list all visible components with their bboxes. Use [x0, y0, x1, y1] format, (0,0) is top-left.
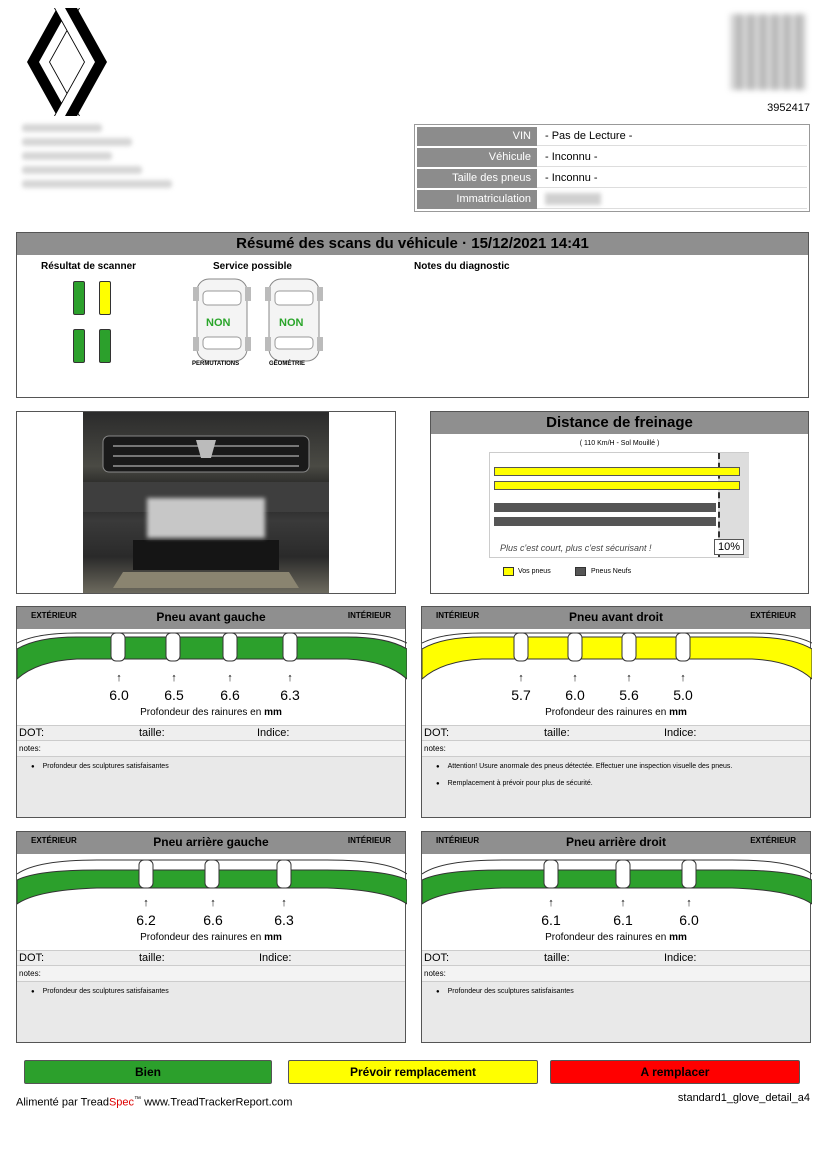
vin-value: - Pas de Lecture - [537, 127, 807, 146]
groove-depth: 5.6 [619, 687, 639, 703]
vehicle-front-photo [83, 412, 329, 593]
depth-unit-caption [17, 932, 405, 943]
geometry-caption: GÉOMÉTRIE [269, 361, 306, 367]
interior-label: INTÉRIEUR [347, 611, 391, 620]
qr-code [730, 14, 806, 90]
notes-label: notes: [422, 741, 810, 757]
groove-arrow: ↑ [686, 897, 692, 909]
template-name: standard1_glove_detail_a4 [677, 1092, 810, 1104]
groove-depth: 6.5 [164, 687, 184, 703]
braking-note: Plus c'est court, plus c'est sécurisant ! [500, 543, 652, 553]
braking-chart [489, 452, 749, 558]
index-label: Indice: [664, 952, 697, 964]
groove-arrow: ↑ [281, 897, 287, 909]
service-heading: Service possible [213, 261, 292, 272]
dot-label: DOT: [19, 952, 45, 964]
groove-depth: 6.3 [274, 912, 294, 928]
groove-arrow: ↑ [143, 897, 149, 909]
document-number: 3952417 [767, 102, 810, 114]
legend-yours-label: Vos pneus [518, 568, 551, 575]
groove-arrow: ↑ [287, 672, 293, 684]
braking-title: Distance de freinage [431, 412, 808, 434]
tread-profile [422, 629, 812, 684]
groove-depth: 6.1 [541, 912, 561, 928]
tire-front-left [16, 606, 406, 818]
scan-rear-left [73, 329, 85, 363]
license-plate-blurred [147, 498, 265, 538]
plate-row [417, 190, 807, 209]
groove-arrow: ↑ [626, 672, 632, 684]
legend-replace: A remplacer [550, 1060, 800, 1084]
tire-size-label: Taille des pneus [417, 169, 537, 188]
groove-arrow: ↑ [518, 672, 524, 684]
braking-distance-panel [430, 411, 809, 594]
groove-arrow: ↑ [680, 672, 686, 684]
vehicle-info-table [414, 124, 810, 212]
index-label: Indice: [259, 952, 292, 964]
braking-bar-new-rear [494, 517, 716, 526]
index-label: Indice: [664, 727, 697, 739]
groove-depth: 6.0 [109, 687, 129, 703]
vehicle-photo-panel [16, 411, 396, 594]
unit: mm [669, 707, 687, 718]
dot-row [17, 725, 405, 741]
groove-arrow: ↑ [210, 897, 216, 909]
notes-list [17, 982, 405, 1042]
note-item: ● Profondeur des sculptures satisfaisantes [31, 763, 405, 770]
tire-rear-right [421, 831, 811, 1043]
groove-depth: 6.6 [203, 912, 223, 928]
legend-good: Bien [24, 1060, 272, 1084]
unit: mm [264, 932, 282, 943]
vehicle-row [417, 148, 807, 167]
address-block-blurred [22, 124, 192, 194]
vehicle-value: - Inconnu - [537, 148, 807, 167]
braking-subtitle: ( 110 Km/H - Sol Mouillé ) [579, 440, 660, 447]
size-label: taille: [139, 952, 165, 964]
summary-title: Résumé des scans du véhicule · 15/12/2021 14:41 [17, 233, 808, 255]
notes-label: notes: [17, 741, 405, 757]
interior-label: INTÉRIEUR [436, 836, 480, 845]
braking-bar-yours-rear [494, 481, 740, 490]
note-item: ● Profondeur des sculptures satisfaisantes [436, 988, 810, 995]
groove-depth: 5.0 [673, 687, 693, 703]
plate-label: Immatriculation [417, 190, 537, 209]
groove-arrow: ↑ [227, 672, 233, 684]
groove-depth: 6.0 [679, 912, 699, 928]
unit-text: Profondeur des rainures en [140, 707, 262, 718]
braking-bar-yours-front [494, 467, 740, 476]
permutation-status: NON [206, 317, 231, 329]
note-item: ● Attention! Usure anormale des pneus détectée. Effectuer une inspection visuelle des pneus. [436, 763, 810, 770]
tire-title: Pneu arrière gauche [153, 835, 269, 849]
dot-row [422, 725, 810, 741]
diagnostic-notes-heading: Notes du diagnostic [414, 261, 510, 272]
scan-front-right [99, 281, 111, 315]
groove-arrow: ↑ [171, 672, 177, 684]
groove-depth: 5.7 [511, 687, 531, 703]
note-item: ● Remplacement à prévoir pour plus de sécurité. [436, 780, 810, 787]
unit-text: Profondeur des rainures en [545, 932, 667, 943]
unit-text: Profondeur des rainures en [140, 932, 262, 943]
braking-bar-new-front [494, 503, 716, 512]
index-label: Indice: [257, 727, 290, 739]
plate-value [537, 190, 807, 209]
groove-depth: 6.6 [220, 687, 240, 703]
groove-depth: 6.3 [280, 687, 300, 703]
powered-by [16, 1096, 292, 1109]
groove-depth: 6.2 [136, 912, 156, 928]
geometry-status: NON [279, 317, 304, 329]
tire-rear-left [16, 831, 406, 1043]
scan-result-heading: Résultat de scanner [41, 261, 137, 272]
groove-arrow: ↑ [620, 897, 626, 909]
tire-title: Pneu avant gauche [156, 610, 266, 624]
notes-list [422, 757, 810, 817]
tire-front-right [421, 606, 811, 818]
scan-rear-right [99, 329, 111, 363]
unit: mm [264, 707, 282, 718]
exterior-label: EXTÉRIEUR [750, 836, 796, 845]
powered-url[interactable]: www.TreadTrackerReport.com [141, 1096, 293, 1109]
notes-label: notes: [422, 966, 810, 982]
scan-front-left [73, 281, 85, 315]
dot-row [422, 950, 810, 966]
unit-text: Profondeur des rainures en [545, 707, 667, 718]
trademark: ™ [134, 1096, 142, 1103]
powered-prefix: Alimenté par Tread [16, 1096, 109, 1109]
tread-profile [17, 629, 407, 684]
size-label: taille: [544, 952, 570, 964]
dot-label: DOT: [424, 952, 450, 964]
groove-arrow: ↑ [116, 672, 122, 684]
exterior-label: EXTÉRIEUR [750, 611, 796, 620]
legend-new-swatch [575, 567, 586, 576]
tire-title: Pneu avant droit [568, 610, 663, 624]
tire-size-value: - Inconnu - [537, 169, 807, 188]
note-item: ● Profondeur des sculptures satisfaisantes [31, 988, 405, 995]
permutation-caption: PERMUTATIONS [192, 361, 240, 367]
vin-row [417, 127, 807, 146]
interior-label: INTÉRIEUR [436, 611, 480, 620]
notes-list [17, 757, 405, 817]
dot-row [17, 950, 405, 966]
depth-unit-caption [17, 707, 405, 718]
groove-arrow: ↑ [572, 672, 578, 684]
scan-summary [16, 232, 809, 398]
brand-logo [26, 8, 108, 116]
vehicle-label: Véhicule [417, 148, 537, 167]
tire-title: Pneu arrière droit [565, 835, 667, 849]
depth-unit-caption [422, 932, 810, 943]
tread-profile [422, 854, 812, 909]
depth-unit-caption [422, 707, 810, 718]
exterior-label: EXTÉRIEUR [31, 611, 77, 620]
legend-yours-swatch [503, 567, 514, 576]
exterior-label: EXTÉRIEUR [31, 836, 77, 845]
size-label: taille: [544, 727, 570, 739]
notes-list [422, 982, 810, 1042]
tire-size-row [417, 169, 807, 188]
legend-plan-replacement: Prévoir remplacement [288, 1060, 538, 1084]
unit: mm [669, 932, 687, 943]
groove-depth: 6.1 [613, 912, 633, 928]
dot-label: DOT: [424, 727, 450, 739]
size-label: taille: [139, 727, 165, 739]
interior-label: INTÉRIEUR [347, 836, 391, 845]
groove-arrow: ↑ [548, 897, 554, 909]
vin-label: VIN [417, 127, 537, 146]
groove-depth: 6.0 [565, 687, 585, 703]
legend-new-label: Pneus Neufs [591, 568, 632, 575]
powered-brand: Spec [108, 1096, 135, 1109]
notes-label: notes: [17, 966, 405, 982]
braking-percent: 10% [714, 539, 744, 555]
dot-label: DOT: [19, 727, 45, 739]
